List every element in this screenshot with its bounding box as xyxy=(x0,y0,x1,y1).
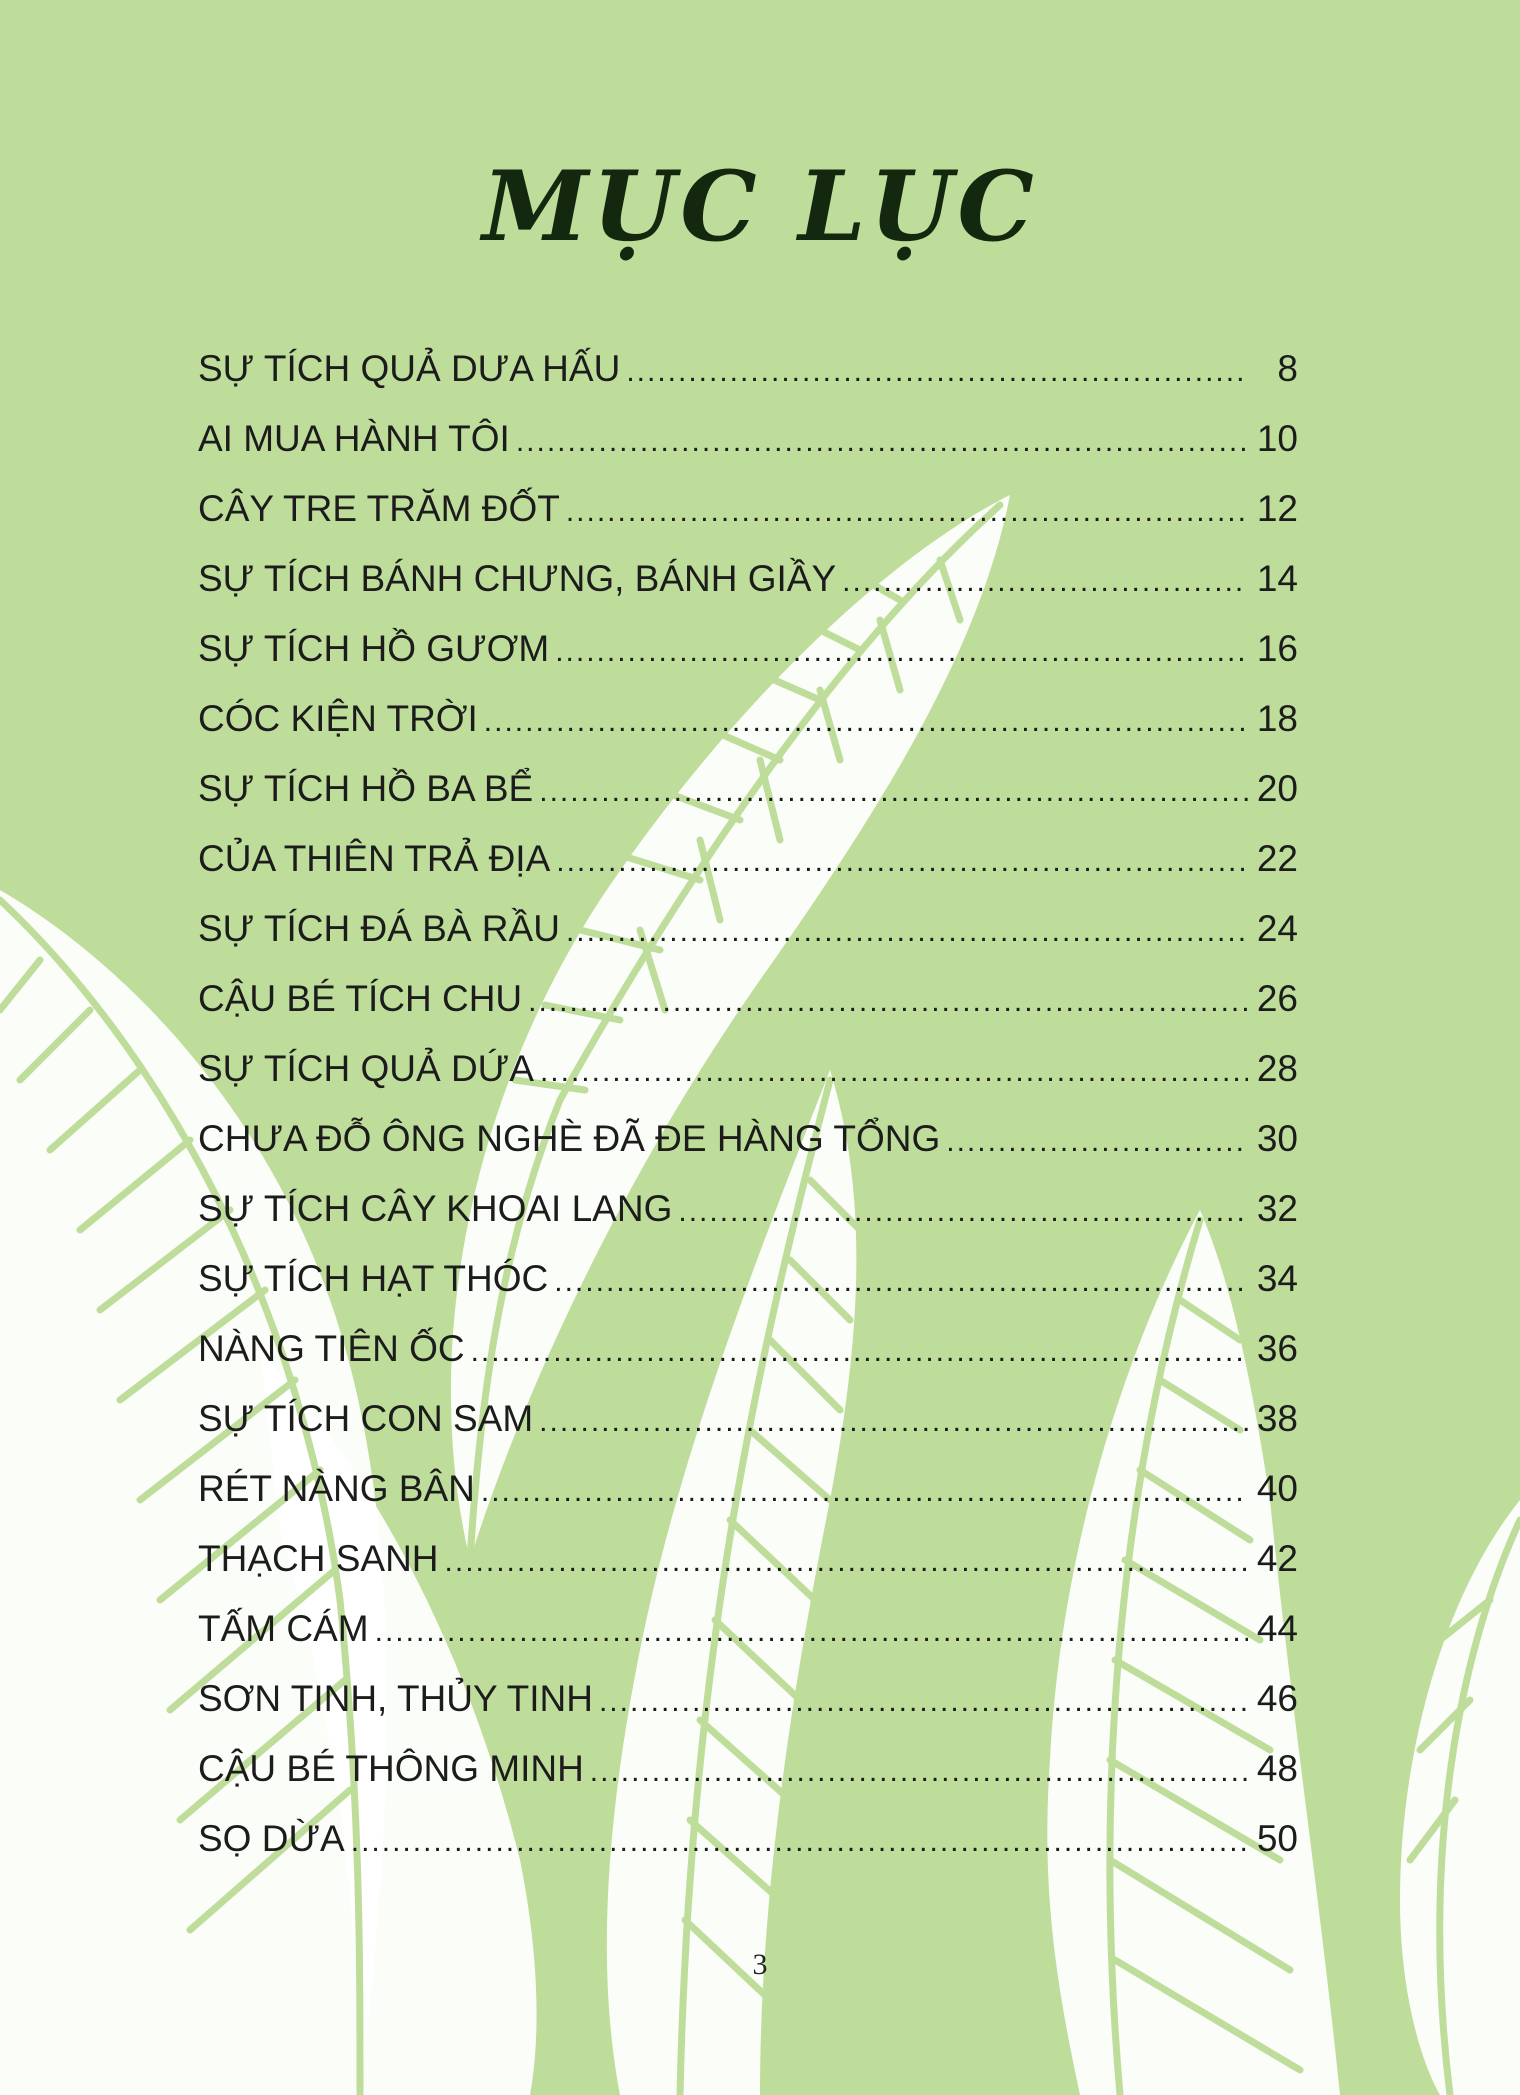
dot-leader xyxy=(471,1335,1248,1369)
toc-entry-page: 42 xyxy=(1256,1538,1298,1579)
toc-entry[interactable] xyxy=(198,1678,1298,1748)
toc-entry-page: 38 xyxy=(1256,1398,1298,1439)
toc-entry[interactable] xyxy=(198,1258,1298,1328)
toc-entry-title: SỰ TÍCH CON SAM xyxy=(198,1398,534,1439)
toc-entry-page: 22 xyxy=(1256,838,1298,879)
dot-leader xyxy=(946,1125,1248,1159)
toc-entry-page: 20 xyxy=(1256,768,1298,809)
toc-entry-page: 50 xyxy=(1256,1818,1298,1859)
toc-entry[interactable] xyxy=(198,838,1298,908)
toc-entry-page: 34 xyxy=(1256,1258,1298,1299)
toc-entry[interactable] xyxy=(198,1188,1298,1258)
toc-entry-page: 44 xyxy=(1256,1608,1298,1649)
toc-entry[interactable] xyxy=(198,1328,1298,1398)
toc-entry[interactable] xyxy=(198,1818,1298,1888)
toc-entry-title: SỰ TÍCH CÂY KHOAI LANG xyxy=(198,1188,673,1229)
toc-entry-title: TẤM CÁM xyxy=(198,1608,369,1649)
toc-entry-title: AI MUA HÀNH TÔI xyxy=(198,418,510,459)
dot-leader xyxy=(516,425,1248,459)
toc-entry-title: THẠCH SANH xyxy=(198,1538,439,1579)
dot-leader xyxy=(554,1265,1248,1299)
toc-entry-title: RÉT NÀNG BÂN xyxy=(198,1468,475,1509)
toc-entry-title: CHƯA ĐỖ ÔNG NGHÈ ĐÃ ĐE HÀNG TỔNG xyxy=(198,1118,941,1159)
toc-entry[interactable] xyxy=(198,978,1298,1048)
toc-entry-page: 8 xyxy=(1277,348,1298,389)
toc-entry-title: SƠN TINH, THỦY TINH xyxy=(198,1678,593,1719)
dot-leader xyxy=(539,775,1248,809)
leaf-shape xyxy=(1400,1500,1520,2095)
dot-leader xyxy=(351,1825,1248,1859)
page-number: 3 xyxy=(752,1948,768,1981)
dot-leader xyxy=(599,1685,1248,1719)
toc-entry-title: CÓC KIỆN TRỜI xyxy=(198,698,478,739)
toc-entry-page: 26 xyxy=(1256,978,1298,1019)
dot-leader xyxy=(375,1615,1248,1649)
dot-leader xyxy=(678,1195,1248,1229)
toc-entry[interactable] xyxy=(198,1608,1298,1678)
toc-entry-title: SỰ TÍCH BÁNH CHƯNG, BÁNH GIẦY xyxy=(198,558,837,599)
toc-entry-page: 46 xyxy=(1256,1678,1298,1719)
toc-entry-page: 32 xyxy=(1256,1188,1298,1229)
toc-entry[interactable] xyxy=(198,1748,1298,1818)
toc-entry[interactable] xyxy=(198,418,1298,488)
toc-entry-page: 10 xyxy=(1256,418,1298,459)
toc-entry[interactable] xyxy=(198,1118,1298,1188)
toc-entry[interactable] xyxy=(198,1398,1298,1468)
toc-entry[interactable] xyxy=(198,488,1298,558)
toc-entry-title: CỦA THIÊN TRẢ ĐỊA xyxy=(198,838,551,879)
dot-leader xyxy=(626,355,1248,389)
toc-entry-title: CẬU BÉ TÍCH CHU xyxy=(198,978,523,1019)
toc-entry-page: 24 xyxy=(1256,908,1298,949)
toc-entry-title: NÀNG TIÊN ỐC xyxy=(198,1328,465,1369)
toc-entry[interactable] xyxy=(198,348,1298,418)
toc-entry[interactable] xyxy=(198,908,1298,978)
toc-entry[interactable] xyxy=(198,1468,1298,1538)
toc-entry-page: 30 xyxy=(1256,1118,1298,1159)
dot-leader xyxy=(540,1055,1248,1089)
toc-entry-title: CÂY TRE TRĂM ĐỐT xyxy=(198,488,560,529)
toc-entry-page: 12 xyxy=(1256,488,1298,529)
toc-entry-page: 16 xyxy=(1256,628,1298,669)
toc-entry-page: 36 xyxy=(1256,1328,1298,1369)
toc-entry-title: SỰ TÍCH QUẢ DỨA xyxy=(198,1048,534,1089)
dot-leader xyxy=(484,705,1248,739)
dot-leader xyxy=(481,1475,1248,1509)
toc-entry[interactable] xyxy=(198,628,1298,698)
dot-leader xyxy=(539,1405,1248,1439)
toc-entry[interactable] xyxy=(198,1048,1298,1118)
table-of-contents xyxy=(198,348,1298,1888)
toc-entry-title: SỌ DỪA xyxy=(198,1818,345,1859)
dot-leader xyxy=(556,845,1248,879)
page-title: MỤC LỤC xyxy=(482,150,1038,263)
toc-entry[interactable] xyxy=(198,1538,1298,1608)
toc-entry-page: 28 xyxy=(1256,1048,1298,1089)
toc-entry-title: SỰ TÍCH QUẢ DƯA HẤU xyxy=(198,348,621,389)
toc-entry-title: SỰ TÍCH HỒ GƯƠM xyxy=(198,628,550,669)
dot-leader xyxy=(555,635,1248,669)
toc-entry-page: 40 xyxy=(1256,1468,1298,1509)
toc-entry-title: CẬU BÉ THÔNG MINH xyxy=(198,1748,584,1789)
toc-entry-page: 14 xyxy=(1256,558,1298,599)
toc-entry-title: SỰ TÍCH HẠT THÓC xyxy=(198,1258,549,1299)
dot-leader xyxy=(445,1545,1248,1579)
dot-leader xyxy=(566,915,1248,949)
dot-leader xyxy=(528,985,1248,1019)
toc-entry[interactable] xyxy=(198,768,1298,838)
toc-entry-title: SỰ TÍCH ĐÁ BÀ RẦU xyxy=(198,908,560,949)
toc-entry-title: SỰ TÍCH HỒ BA BỂ xyxy=(198,768,534,809)
toc-entry-page: 48 xyxy=(1256,1748,1298,1789)
toc-entry-page: 18 xyxy=(1256,698,1298,739)
dot-leader xyxy=(590,1755,1248,1789)
dot-leader xyxy=(842,565,1248,599)
toc-entry[interactable] xyxy=(198,558,1298,628)
dot-leader xyxy=(566,495,1248,529)
toc-entry[interactable] xyxy=(198,698,1298,768)
